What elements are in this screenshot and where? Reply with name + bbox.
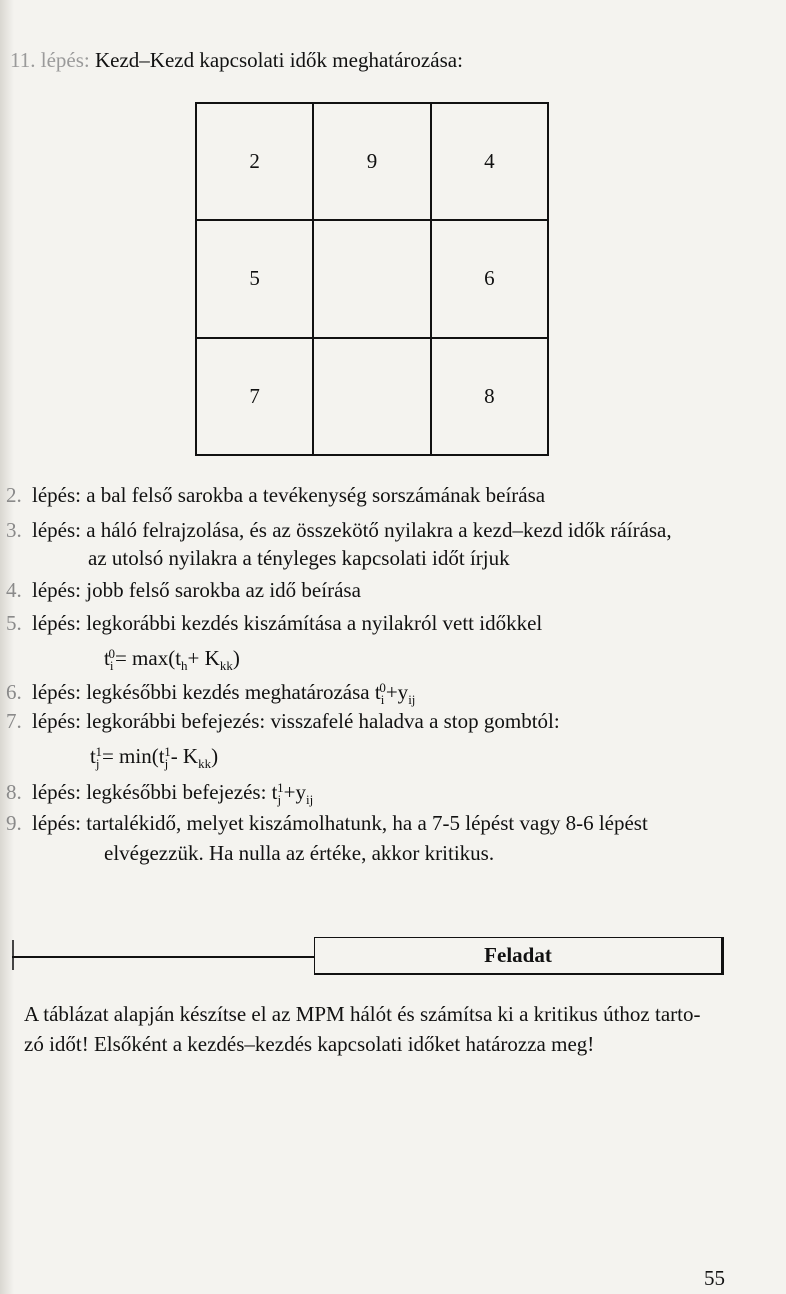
step-label: lépés: [32,611,81,635]
step-text: a háló felrajzolása, és az összekötő nyilakra a kezd–kezd idők ráírása, [86,518,672,542]
step-8 [6,774,313,813]
step-text: jobb felső sarokba az idő beírása [86,578,361,602]
grid-cell: 7 [196,338,313,455]
grid-cell [313,220,430,337]
step-label: lépés: [32,578,81,602]
step-number: 4. [6,578,22,602]
step-7 [6,708,560,735]
formula-earliest-start: $t_i^0= \max(t_h+ K_{kk})$ [104,646,240,673]
task-paragraph-line-1: A táblázat alapján készítse el az MPM hálót és számítsa ki a kritikus úthoz tarto- [24,1002,701,1026]
heading-step-word: lépés: [40,48,90,72]
feladat-rule-tick [12,940,14,970]
grid-cell: 6 [431,220,548,337]
step-label: lépés: [32,780,81,804]
grid-cell [313,338,430,455]
grid-cell: 4 [431,103,548,220]
step-text: legkorábbi kezdés kiszámítása a nyilakról vett időkkel [86,611,543,635]
feladat-box [314,937,724,975]
feladat-rule [12,956,314,958]
step-label: lépés: [32,680,81,704]
step-number: 6. [6,680,22,704]
step-number: 8. [6,780,22,804]
grid-cell: 8 [431,338,548,455]
step-text: legkésőbbi kezdés meghatározása [86,680,370,704]
step-label: lépés: [32,518,81,542]
heading-step-number: 11. [10,48,36,72]
formula-latest-finish: $t_j^1+y_{ij}$ [271,780,314,807]
step-number: 5. [6,611,22,635]
step-text: legkorábbi befejezés: visszafelé haladva a stop gombtól: [86,709,560,733]
section-heading [10,48,463,73]
step-3-continuation: az utolsó nyilakra a tényleges kapcsolati időt írjuk [88,546,510,570]
task-paragraph-line-2: zó időt! Elsőként a kezdés–kezdés kapcsolati időket határozza meg! [24,1032,595,1056]
step-3 [6,517,672,544]
feladat-title: Feladat [484,943,552,967]
formula-earliest-finish: $t_j^1= \min(t_j^1-$ $K_{kk}$) [90,744,219,771]
step-9 [6,810,728,837]
step-label: lépés: [32,811,81,835]
scan-edge-shadow [0,0,14,1294]
step-number: 7. [6,709,22,733]
step-2 [6,482,545,509]
mpm-node-grid [195,102,549,456]
step-9-continuation: elvégezzük. Ha nulla az értéke, akkor kritikus. [104,841,495,865]
step-number: 3. [6,518,22,542]
grid-cell: 5 [196,220,313,337]
step-text: a bal felső sarokba a tevékenység sorszámának beírása [86,483,546,507]
page-number: 55 [704,1266,725,1290]
step-number: 2. [6,483,22,507]
heading-text: Kezd–Kezd kapcsolati idők meghatározása: [94,48,463,72]
step-4 [6,577,361,604]
step-text: legkésőbbi befejezés: [86,780,267,804]
step-5 [6,610,542,637]
step-label: lépés: [32,483,81,507]
step-number: 9. [6,811,22,835]
formula-latest-start: $t_i^0+y_{ij}$ [374,680,416,707]
grid-cell: 2 [196,103,313,220]
grid-cell: 9 [313,103,430,220]
step-text: tartalékidő, melyet kiszámolhatunk, ha a 7-5 lépést vagy 8-6 lépést [86,811,648,835]
step-label: lépés: [32,709,81,733]
